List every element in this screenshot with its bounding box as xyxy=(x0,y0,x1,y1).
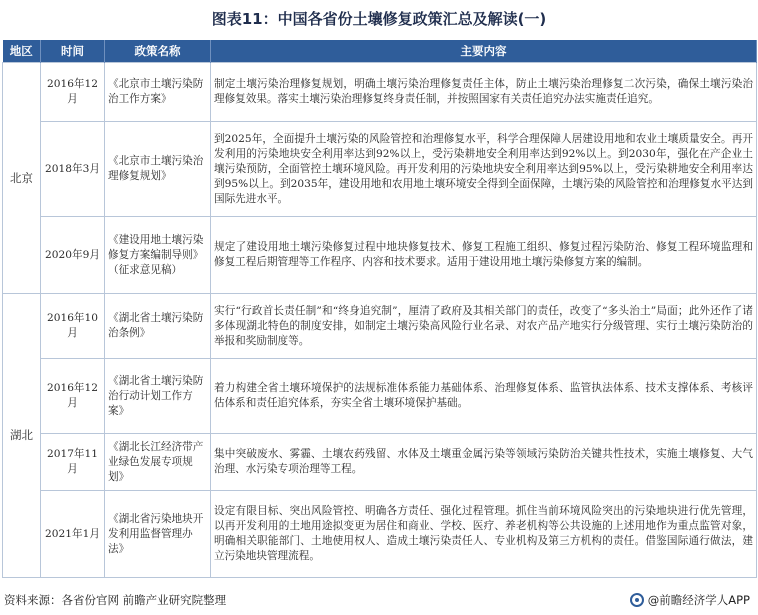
table-row xyxy=(3,434,757,491)
header-main-content: 主要内容 xyxy=(211,40,757,63)
policy-name-cell: 《湖北省土壤污染防治条例》 xyxy=(105,294,211,359)
table-row xyxy=(3,63,757,122)
header-region: 地区 xyxy=(3,40,41,63)
policy-name-cell: 《北京市土壤污染防治工作方案》 xyxy=(105,63,211,122)
footer xyxy=(0,588,758,615)
content-cell: 着力构建全省土壤环境保护的法规标准体系能力基础体系、治理修复体系、监管执法体系、技术支撑体系、考核评估体系和责任追究体系，夯实全省土壤环境保护基础。 xyxy=(211,359,757,434)
region-cell-hubei: 湖北 xyxy=(3,294,41,578)
date-cell: 2016年12月 xyxy=(41,359,105,434)
policy-name-cell: 《湖北省土壤污染防治行动计划工作方案》 xyxy=(105,359,211,434)
table-row xyxy=(3,359,757,434)
header-date: 时间 xyxy=(41,40,105,63)
date-cell: 2016年12月 xyxy=(41,63,105,122)
date-cell: 2020年9月 xyxy=(41,217,105,294)
policy-name-cell: 《湖北省污染地块开发利用监督管理办法》 xyxy=(105,491,211,578)
date-cell: 2018年3月 xyxy=(41,122,105,217)
qianzhan-logo-icon xyxy=(630,593,644,607)
source-note: 资料来源：各省份官网 前瞻产业研究院整理 xyxy=(4,593,227,607)
content-cell: 实行“行政首长责任制”和“终身追究制”，厘清了政府及其相关部门的责任，改变了“多头治土”局面；此外还作了诸多体现湖北特色的制度安排，如制定土壤污染高风险行业名录、对农产品产地实行分级管理、实行土壤污染防治的举报和奖励制度等。 xyxy=(211,294,757,359)
policy-table xyxy=(2,40,757,578)
table-row xyxy=(3,294,757,359)
brand-mark xyxy=(630,588,750,612)
policy-name-cell: 《建设用地土壤污染修复方案编制导则》（征求意见稿） xyxy=(105,217,211,294)
date-cell: 2021年1月 xyxy=(41,491,105,578)
content-cell: 设定有限目标、突出风险管控、明确各方责任、强化过程管理。抓住当前环境风险突出的污染地块进行优先管理，以再开发利用的土地用途拟变更为居住和商业、学校、医疗、养老机构等公共设施的上述用地作为重点监管对象，明确相关职能部门、土地使用权人、造成土壤污染责任人、专业机构及第三方机构的责任。借鉴国际通行做法，建立污染地块管理流程。 xyxy=(211,491,757,578)
content-cell: 制定土壤污染治理修复规划，明确土壤污染治理修复责任主体，防止土壤污染治理修复二次污染，确保土壤污染治理修复效果。落实土壤污染治理修复终身责任制，并按照国家有关责任追究办法实施责任追究。 xyxy=(211,63,757,122)
content-cell: 集中突破废水、雾霾、土壤农药残留、水体及土壤重金属污染等领域污染防治关键共性技术，实施土壤修复、大气治理、水污染专项治理等工程。 xyxy=(211,434,757,491)
table-row xyxy=(3,217,757,294)
content-cell: 到2025年，全面提升土壤污染的风险管控和治理修复水平，科学合理保障人居建设用地和农业土壤质量安全。再开发利用的污染地块安全利用率达到92%以上，受污染耕地安全利用率达到92%以上。到2030年，强化在产企业土壤污染预防，全面管控土壤环境风险。再开发利用的污染地块安全利用率达到95%以上，受污染耕地安全利用率达到95%以上。到2035年，建设用地和农用地土壤环境安全得到全面保障，土壤污染的风险管控和治理修复水平达到国际先进水平。 xyxy=(211,122,757,217)
date-cell: 2016年10月 xyxy=(41,294,105,359)
figure-title: 图表11：中国各省份土壤修复政策汇总及解读(一) xyxy=(211,10,547,28)
content-cell: 规定了建设用地土壤污染修复过程中地块修复技术、修复工程施工组织、修复过程污染防治、修复工程环境监理和修复工程后期管理等工作程序、内容和技术要求。适用于建设用地土壤污染修复方案的编制。 xyxy=(211,217,757,294)
table-row xyxy=(3,122,757,217)
table-row xyxy=(3,491,757,578)
policy-name-cell: 《湖北长江经济带产业绿色发展专项规划》 xyxy=(105,434,211,491)
header-policy-name: 政策名称 xyxy=(105,40,211,63)
table-header-row xyxy=(3,40,757,63)
policy-name-cell: 《北京市土壤污染治理修复规划》 xyxy=(105,122,211,217)
region-cell-beijing: 北京 xyxy=(3,63,41,294)
date-cell: 2017年11月 xyxy=(41,434,105,491)
brand-text: @前瞻经济学人APP xyxy=(647,593,750,607)
